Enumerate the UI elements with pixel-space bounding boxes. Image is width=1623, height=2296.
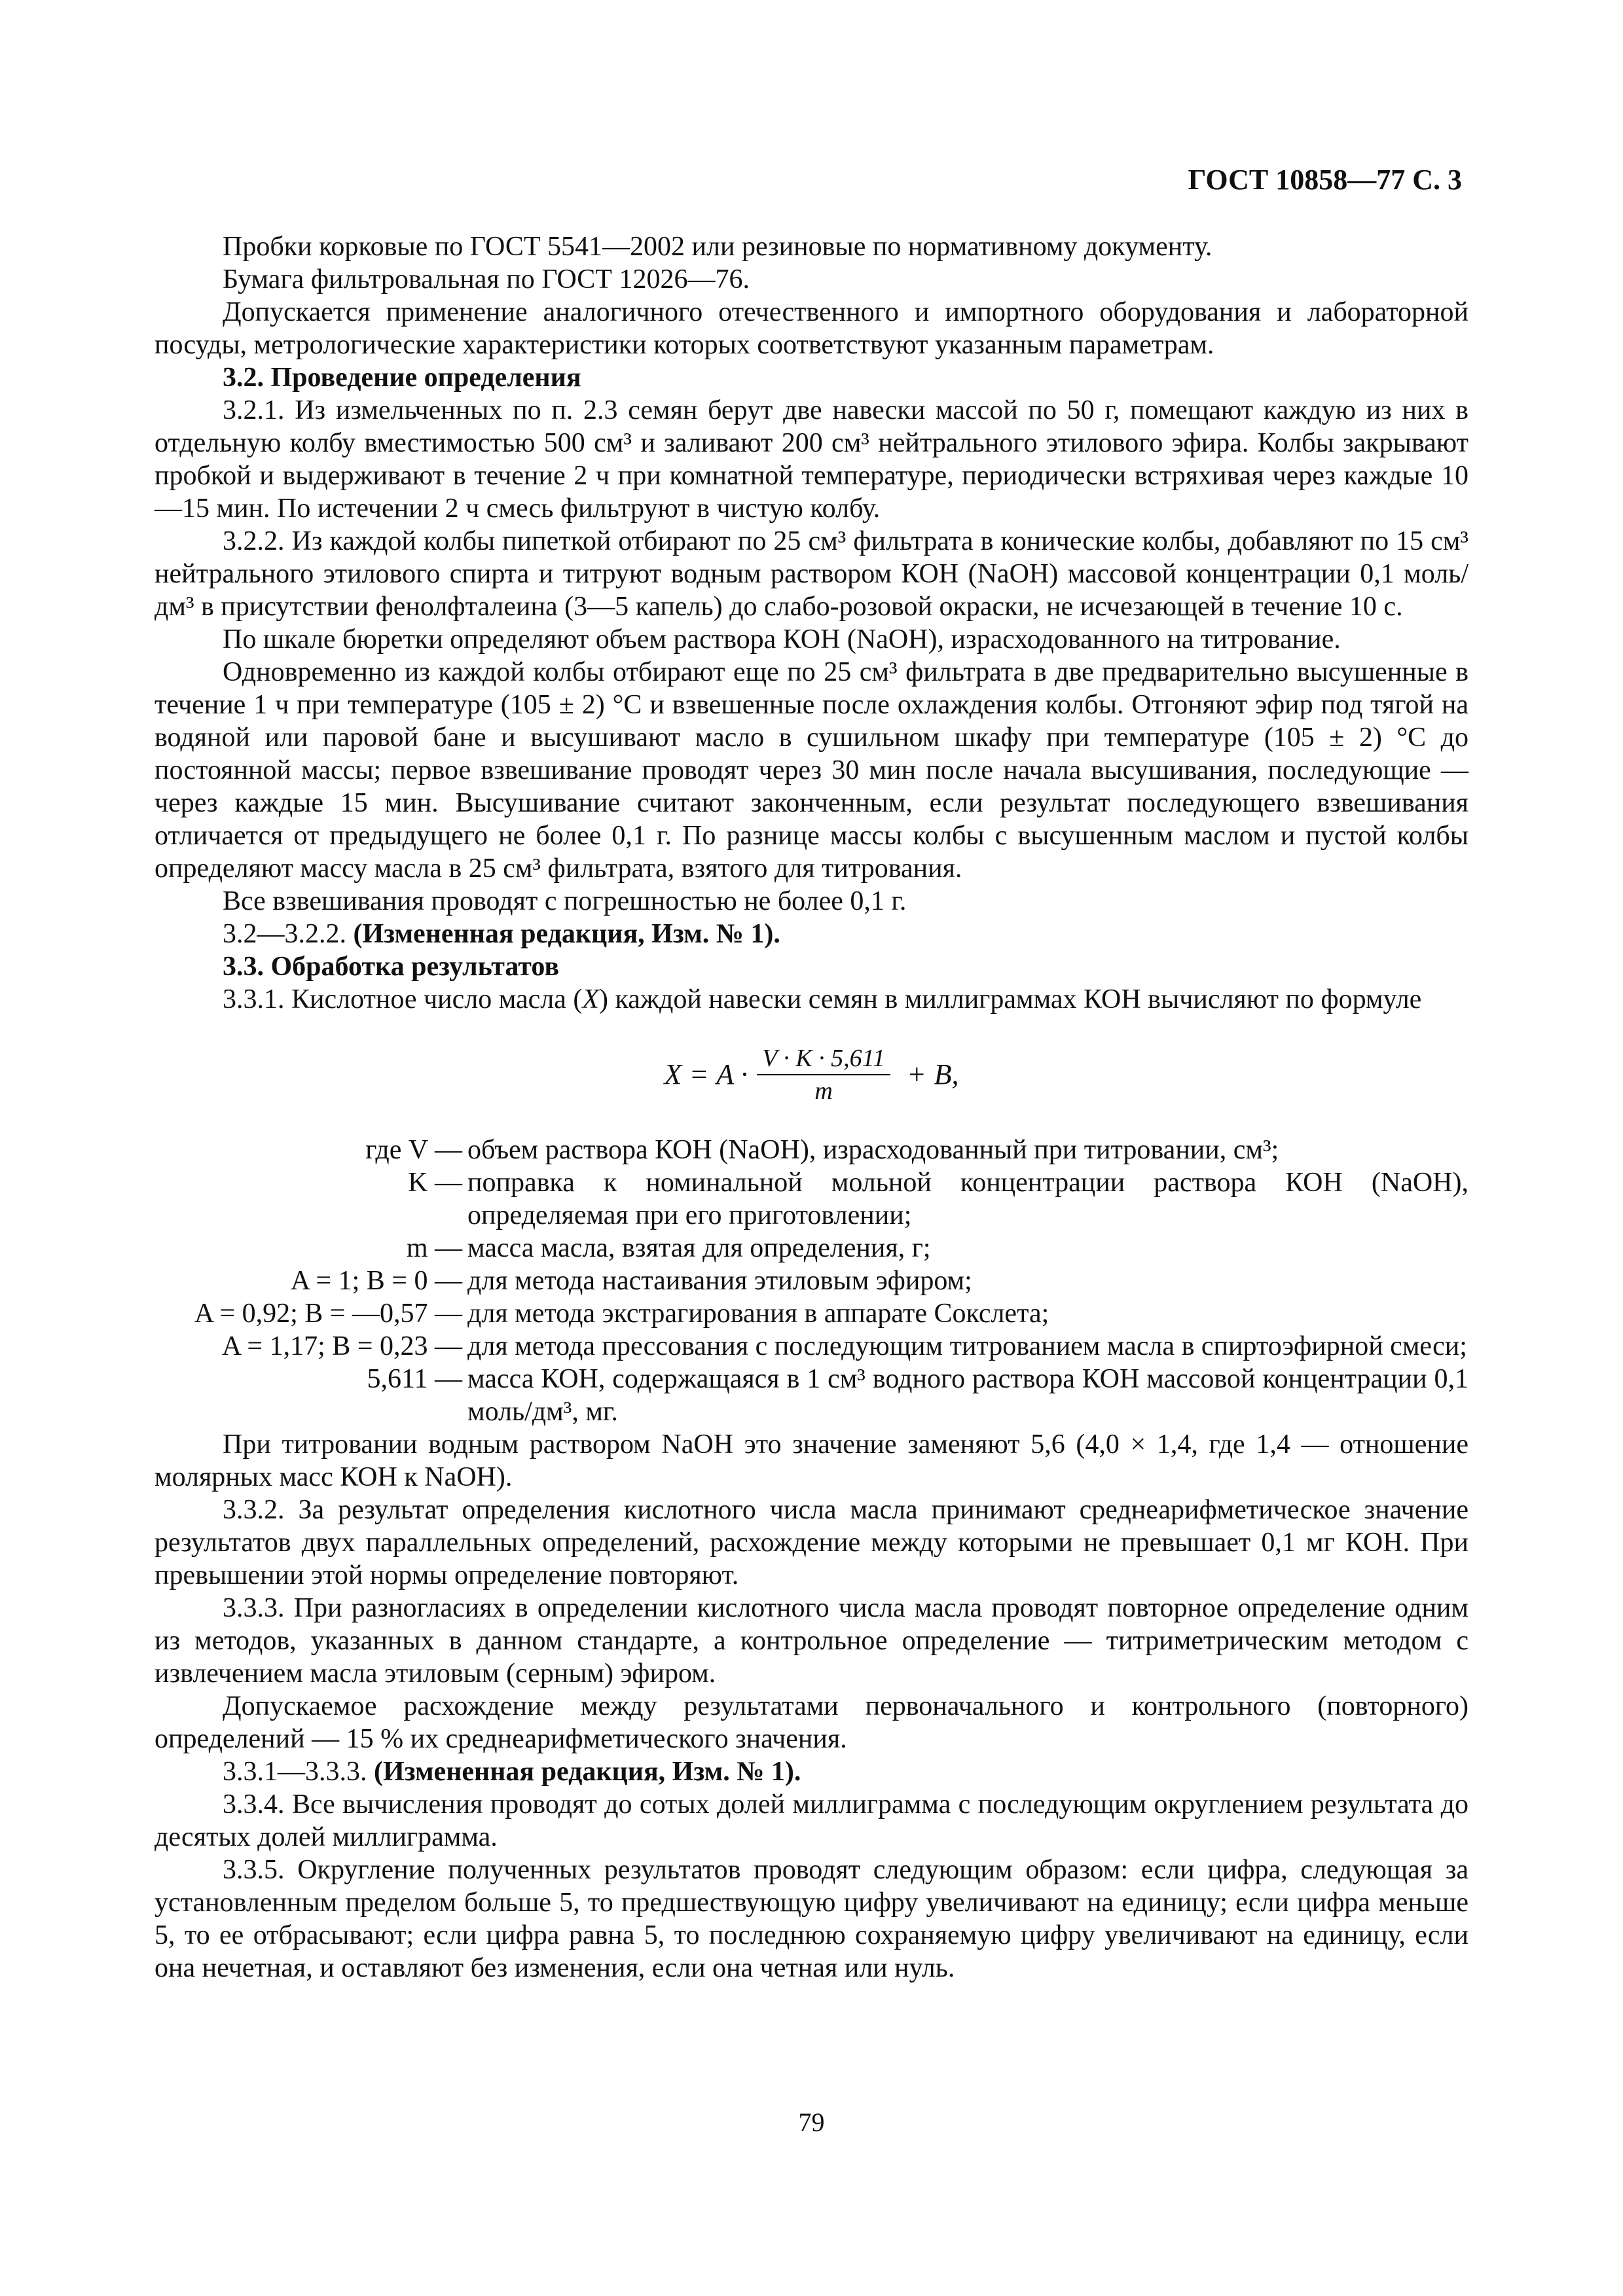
definition-label: m —: [406, 1233, 462, 1263]
paragraph: 3.2.2. Из каждой колбы пипеткой отбирают по 25 см³ фильтрата в конические колбы, добавляют по 15 см³ нейтрального этилового спирта и титруют водным раствором КОН (NaOH) массовой концентрации 0,1 моль/дм³ в присутствии фенолфталеина (3—5 капель) до слабо-розовой окраски, не исчезающей в течение 10 с.: [155, 526, 1468, 622]
definition-text: масса масла, взятая для определения, г;: [467, 1233, 931, 1263]
paragraph: 3.3.2. За результат определения кислотного числа масла принимают среднеарифметическое значение результатов двух параллельных определений, расхождение между которыми не превышает 0,1 мг КОН. При превышении этой нормы определение повторяют.: [155, 1495, 1468, 1590]
definition-text: масса КОН, содержащаяся в 1 см³ водного раствора КОН массовой концентрации 0,1 моль/дм³, мг.: [467, 1364, 1468, 1427]
page-header: ГОСТ 10858—77 С. 3: [1188, 164, 1462, 196]
bottom-paragraphs: [155, 1428, 1468, 1755]
top-paragraphs: [155, 230, 1468, 918]
section-heading: 3.3. Обработка результатов: [223, 952, 560, 982]
definition-label: A = 1; B = 0 —: [290, 1266, 462, 1296]
definition-label: A = 1,17; B = 0,23 —: [221, 1331, 462, 1361]
definition-text: для метода экстрагирования в аппарате Сокслета;: [467, 1299, 1049, 1329]
paragraph: 3.3.1. Кислотное число масла (X) каждой навески семян в миллиграммах КОН вычисляют по формуле: [223, 984, 1422, 1014]
formula-denominator: m: [814, 1077, 833, 1105]
formula: [155, 1035, 1468, 1114]
paragraph: Бумага фильтровальная по ГОСТ 12026—76.: [223, 264, 750, 295]
definition-text: объем раствора КОН (NaOH), израсходованный при титровании, см³;: [467, 1135, 1279, 1165]
paragraph: 3.2.1. Из измельченных по п. 2.3 семян берут две навески массой по 50 г, помещают каждую из них в отдельную колбу вместимостью 500 см³ и заливают 200 см³ нейтрального этилового эфира. Колбы закрывают пробкой и выдерживают в течение 2 ч при комнатной температуре, периодически встряхивая через каждые 10—15 мин. По истечении 2 ч смесь фильтруют в чистую колбу.: [155, 395, 1468, 524]
definition-label: 5,611 —: [367, 1364, 462, 1394]
definition-text: поправка к номинальной мольной концентрации раствора КОН (NaOH), определяемая при его приготовлении;: [467, 1168, 1468, 1230]
edit-note: 3.2—3.2.2. (Измененная редакция, Изм. № 1).: [223, 919, 780, 949]
definition-row: [155, 1166, 1468, 1232]
definition-row: [155, 1297, 1468, 1330]
definition-label: где V —: [365, 1135, 462, 1165]
formula-lhs: X: [664, 1058, 682, 1090]
paragraph: 3.3.4. Все вычисления проводят до сотых долей миллиграмма с последующим округлением результата до десятых долей миллиграмма.: [155, 1789, 1468, 1852]
definition-text: для метода настаивания этиловым эфиром;: [467, 1266, 972, 1296]
formula-plus: +: [908, 1058, 925, 1090]
edit-note: 3.3.1—3.3.3. (Измененная редакция, Изм. № 1).: [223, 1757, 801, 1787]
formula-numerator: V · K · 5,611: [757, 1044, 890, 1075]
paragraph: Допускаемое расхождение между результатами первоначального и контрольного (повторного) определений — 15 % их среднеарифметического значения.: [155, 1691, 1468, 1754]
definition-row: [155, 1330, 1468, 1363]
paragraph: По шкале бюретки определяют объем раствора КОН (NaOH), израсходованного на титрование.: [223, 624, 1341, 655]
paragraph: Допускается применение аналогичного отечественного и импортного оборудования и лабораторной посуды, метрологические характеристики которых соответствуют указанным параметрам.: [155, 297, 1468, 360]
document-body: [155, 230, 1468, 1984]
paragraph: При титровании водным раствором NaOH это значение заменяют 5,6 (4,0 × 1,4, где 1,4 — отношение молярных масс КОН к NaOH).: [155, 1429, 1468, 1492]
definition-text: для метода прессования с последующим титрованием масла в спиртоэфирной смеси;: [467, 1331, 1467, 1361]
definition-label: K —: [408, 1168, 462, 1198]
page-number: 79: [798, 2108, 825, 2137]
paragraph: 3.3.5. Округление полученных результатов проводят следующим образом: если цифра, следующая за установленным пределом больше 5, то предшествующую цифру увеличивают на единицу; если цифра меньше 5, то ее отбрасывают; если цифра равна 5, то последнюю сохраняемую цифру увеличивают на единицу, если она нечетная, и оставляют без изменения, если она четная или нуль.: [155, 1855, 1468, 1983]
paragraph: Одновременно из каждой колбы отбирают еще по 25 см³ фильтрата в две предварительно высушенные в течение 1 ч при температуре (105 ± 2) °С и взвешенные после охлаждения колбы. Отгоняют эфир под тягой на водяной или паровой бане и высушивают масло в сушильном шкафу при температуре (105 ± 2) °С до постоянной массы; первое взвешивание проводят через 30 мин после начала высушивания, последующие — через каждые 15 мин. Высушивание считают законченным, если результат последующего взвешивания отличается от предыдущего не более 0,1 г. По разнице массы колбы с высушенным маслом и пустой колбы определяют массу масла в 25 см³ фильтрата, взятого для титрования.: [155, 657, 1468, 884]
formula-a: A ·: [716, 1058, 748, 1090]
paragraph: 3.3.3. При разногласиях в определении кислотного числа масла проводят повторное определение одним из методов, указанных в данном стандарте, а контрольное определение — титриметрическим методом с извлечением масла этиловым (серным) эфиром.: [155, 1593, 1468, 1689]
paragraph: Пробки корковые по ГОСТ 5541—2002 или резиновые по нормативному документу.: [223, 232, 1213, 262]
definition-row: [155, 1232, 1468, 1265]
formula-eq: =: [691, 1058, 708, 1090]
formula-fraction: [757, 1044, 890, 1105]
definition-label: A = 0,92; B = —0,57 —: [194, 1299, 462, 1329]
definition-row: [155, 1363, 1468, 1428]
paragraph: Все взвешивания проводят с погрешностью не более 0,1 г.: [223, 886, 907, 916]
definition-row: [155, 1134, 1468, 1166]
definition-row: [155, 1265, 1468, 1297]
definitions-list: [155, 1134, 1468, 1428]
formula-b: B,: [934, 1058, 959, 1090]
section-heading: 3.2. Проведение определения: [223, 363, 581, 393]
end-paragraphs: [155, 1788, 1468, 1984]
